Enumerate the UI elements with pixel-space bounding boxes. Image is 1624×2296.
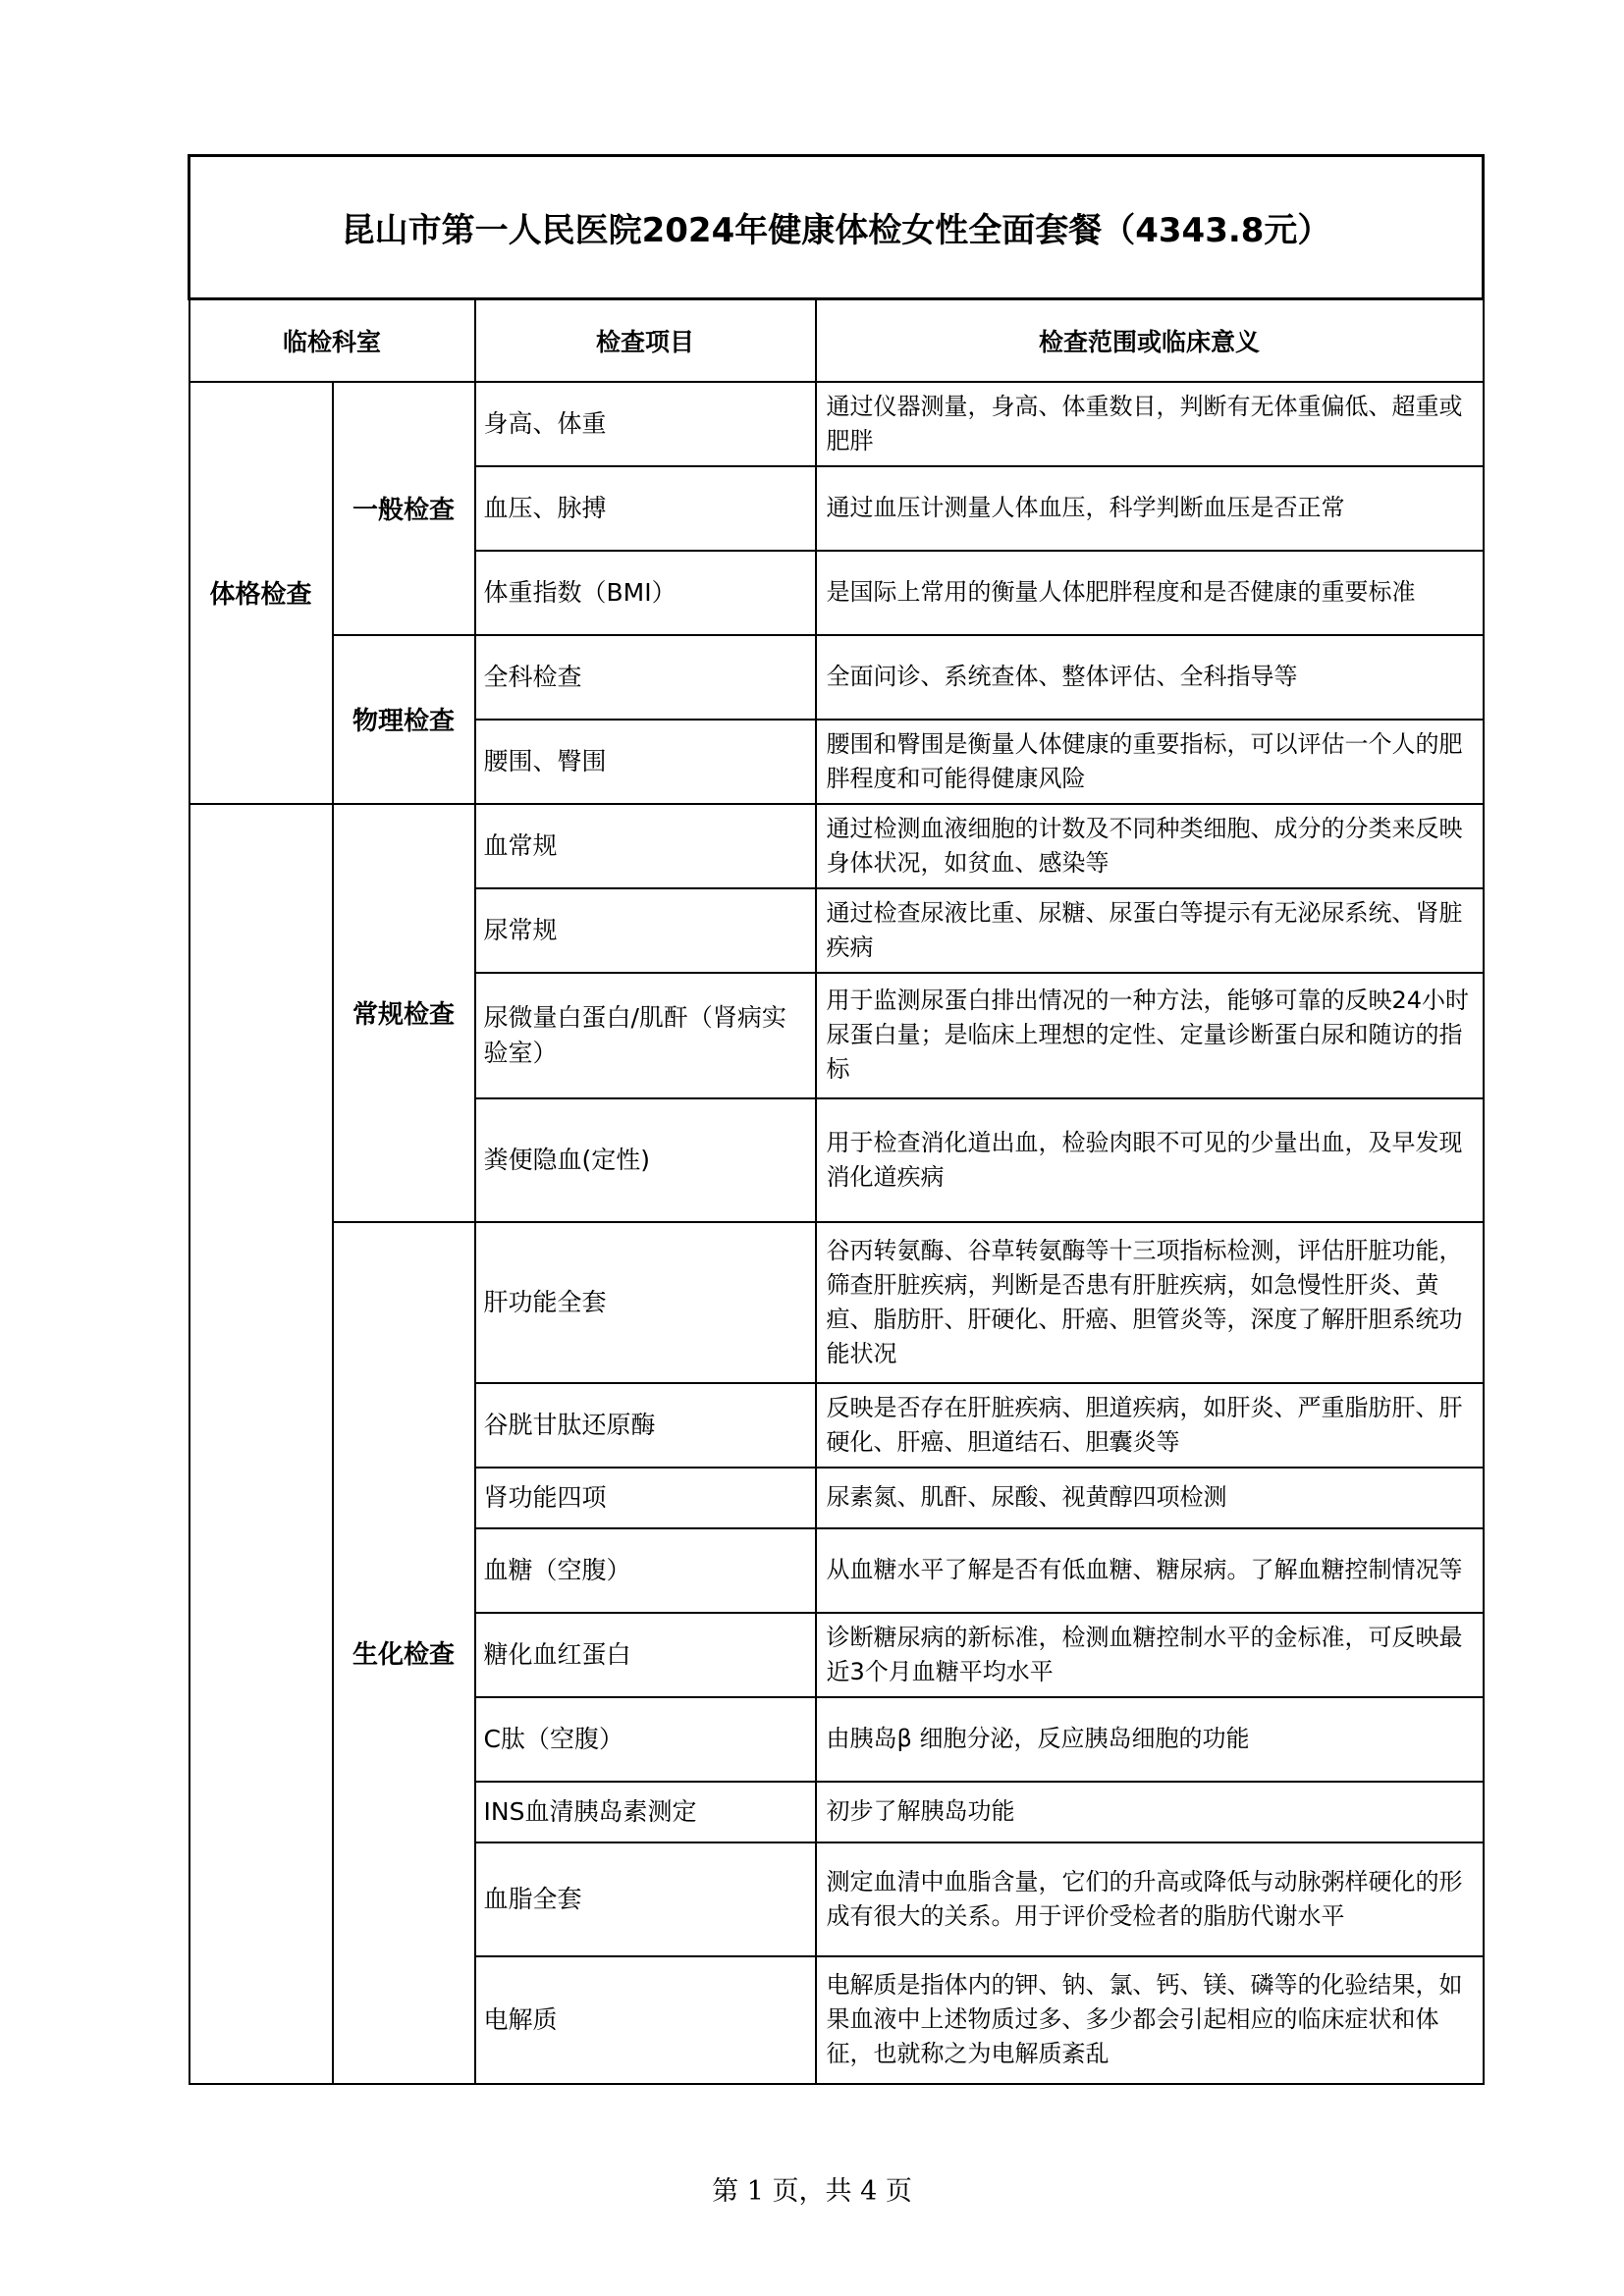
- table-row: [189, 382, 1484, 466]
- item-cell: 全科检查: [475, 635, 816, 720]
- item-cell: INS血清胰岛素测定: [475, 1782, 816, 1842]
- item-cell: 谷胱甘肽还原酶: [475, 1383, 816, 1468]
- description-cell: 通过检查尿液比重、尿糖、尿蛋白等提示有无泌尿系统、肾脏疾病: [816, 888, 1484, 973]
- description-cell: 用于监测尿蛋白排出情况的一种方法，能够可靠的反映24小时尿蛋白量；是临床上理想的定性、定量诊断蛋白尿和随访的指标: [816, 973, 1484, 1098]
- item-cell: 糖化血红蛋白: [475, 1613, 816, 1697]
- table-row: [189, 1222, 1484, 1383]
- item-cell: 血糖（空腹）: [475, 1528, 816, 1613]
- item-cell: 体重指数（BMI）: [475, 551, 816, 635]
- item-cell: 血常规: [475, 804, 816, 888]
- description-cell: 由胰岛β 细胞分泌，反应胰岛细胞的功能: [816, 1697, 1484, 1782]
- subcategory-cell: 一般检查: [333, 382, 475, 635]
- item-cell: 血脂全套: [475, 1842, 816, 1956]
- item-cell: 血压、脉搏: [475, 466, 816, 551]
- description-cell: 尿素氮、肌酐、尿酸、视黄醇四项检测: [816, 1468, 1484, 1528]
- description-cell: 从血糖水平了解是否有低血糖、糖尿病。了解血糖控制情况等: [816, 1528, 1484, 1613]
- description-cell: 通过仪器测量，身高、体重数目，判断有无体重偏低、超重或肥胖: [816, 382, 1484, 466]
- category-cell: [189, 804, 333, 2084]
- item-cell: C肽（空腹）: [475, 1697, 816, 1782]
- description-cell: 全面问诊、系统查体、整体评估、全科指导等: [816, 635, 1484, 720]
- description-cell: 是国际上常用的衡量人体肥胖程度和是否健康的重要标准: [816, 551, 1484, 635]
- item-cell: 身高、体重: [475, 382, 816, 466]
- title-row: [189, 156, 1484, 299]
- subcategory-cell: 常规检查: [333, 804, 475, 1222]
- item-cell: 肾功能四项: [475, 1468, 816, 1528]
- description-cell: 通过检测血液细胞的计数及不同种类细胞、成分的分类来反映身体状况，如贫血、感染等: [816, 804, 1484, 888]
- table-row: [189, 635, 1484, 720]
- description-cell: 初步了解胰岛功能: [816, 1782, 1484, 1842]
- description-cell: 通过血压计测量人体血压，科学判断血压是否正常: [816, 466, 1484, 551]
- description-cell: 测定血清中血脂含量，它们的升高或降低与动脉粥样硬化的形成有很大的关系。用于评价受检者的脂肪代谢水平: [816, 1842, 1484, 1956]
- item-cell: 肝功能全套: [475, 1222, 816, 1383]
- health-checkup-table: [188, 154, 1485, 2085]
- category-cell: 体格检查: [189, 382, 333, 804]
- document-title: 昆山市第一人民医院2024年健康体检女性全面套餐（4343.8元）: [189, 156, 1484, 299]
- item-cell: 电解质: [475, 1956, 816, 2084]
- header-department: 临检科室: [189, 299, 475, 382]
- item-cell: 粪便隐血(定性): [475, 1098, 816, 1222]
- page-footer: 第 1 页，共 4 页: [712, 2176, 912, 2207]
- header-meaning: 检查范围或临床意义: [816, 299, 1484, 382]
- subcategory-cell: 生化检查: [333, 1222, 475, 2084]
- item-cell: 尿常规: [475, 888, 816, 973]
- description-cell: 反映是否存在肝脏疾病、胆道疾病，如肝炎、严重脂肪肝、肝硬化、肝癌、胆道结石、胆囊炎等: [816, 1383, 1484, 1468]
- header-item: 检查项目: [475, 299, 816, 382]
- description-cell: 用于检查消化道出血，检验肉眼不可见的少量出血，及早发现消化道疾病: [816, 1098, 1484, 1222]
- description-cell: 诊断糖尿病的新标准，检测血糖控制水平的金标准，可反映最近3个月血糖平均水平: [816, 1613, 1484, 1697]
- item-cell: 尿微量白蛋白/肌酐（肾病实验室）: [475, 973, 816, 1098]
- subcategory-cell: 物理检查: [333, 635, 475, 804]
- table-row: [189, 804, 1484, 888]
- description-cell: 电解质是指体内的钾、钠、氯、钙、镁、磷等的化验结果，如果血液中上述物质过多、多少都会引起相应的临床症状和体征，也就称之为电解质紊乱: [816, 1956, 1484, 2084]
- description-cell: 腰围和臀围是衡量人体健康的重要指标，可以评估一个人的肥胖程度和可能得健康风险: [816, 720, 1484, 804]
- header-row: [189, 299, 1484, 382]
- description-cell: 谷丙转氨酶、谷草转氨酶等十三项指标检测，评估肝脏功能，筛查肝脏疾病，判断是否患有肝脏疾病，如急慢性肝炎、黄疸、脂肪肝、肝硬化、肝癌、胆管炎等，深度了解肝胆系统功能状况: [816, 1222, 1484, 1383]
- item-cell: 腰围、臀围: [475, 720, 816, 804]
